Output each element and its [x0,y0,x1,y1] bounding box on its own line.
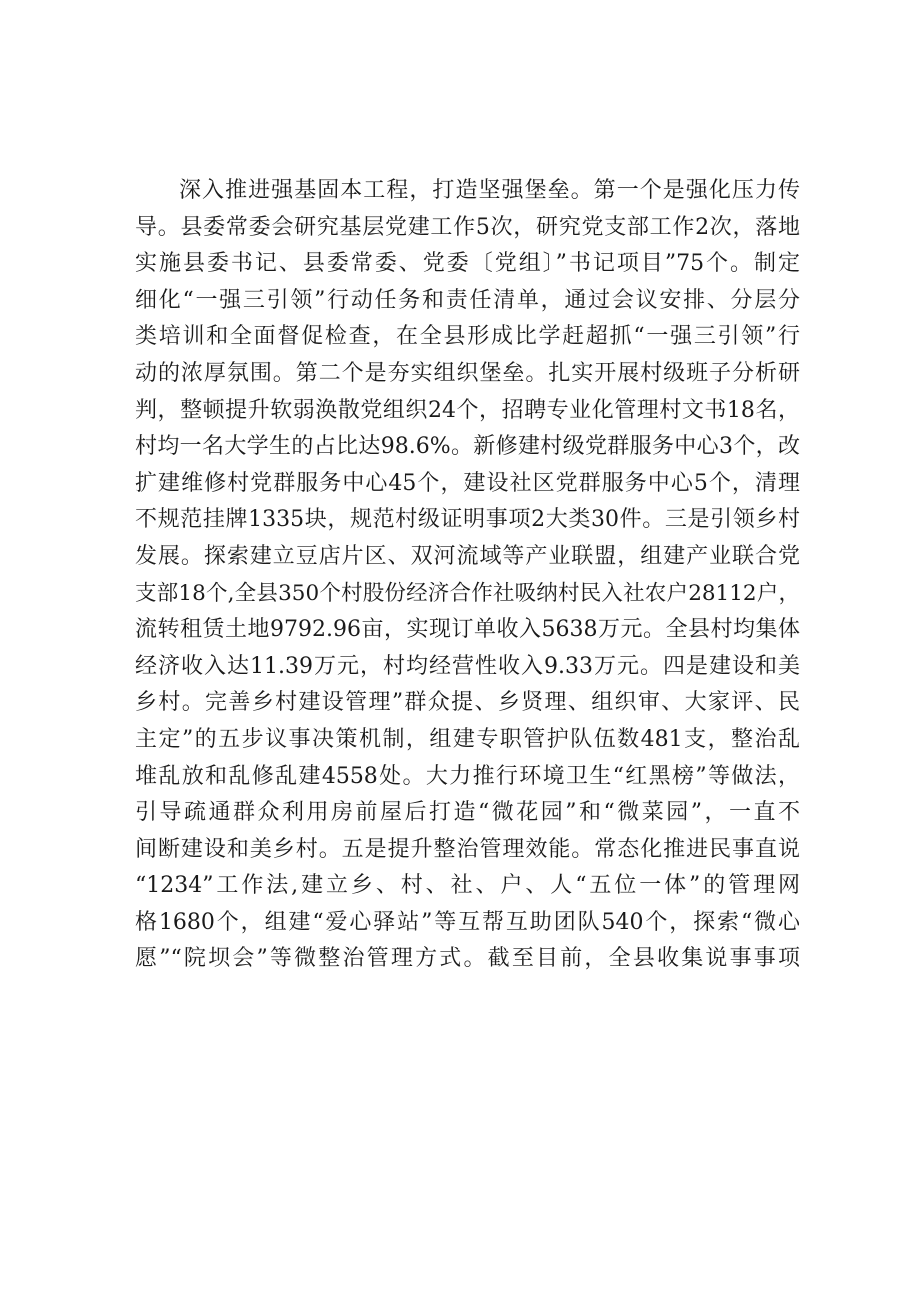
body-paragraph [135,173,800,978]
text-line: “1234”工作法,建立乡、村、社、户、人“五位一体”的管理网 [135,873,800,899]
text-line: 流转租赁土地9792.96亩，实现订单收入5638万元。全县村均集体 [135,617,800,643]
text-line: 引导疏通群众利用房前屋后打造“微花园”和“微菜园”，一直不 [135,800,800,826]
text-line: 扩建维修村党群服务中心45个，建设社区党群服务中心5个，清理 [135,470,800,496]
text-line: 村均一名大学生的占比达98.6%。新修建村级党群服务中心3个，改 [135,434,800,460]
text-line: 导。县委常委会研究基层党建工作5次，研究党支部工作2次，落地 [135,214,800,240]
text-line: 乡村。完善乡村建设管理”群众提、乡贤理、组织审、大家评、民 [135,690,800,716]
text-line: 主定”的五步议事决策机制，组建专职管护队伍数481支，整治乱 [135,726,800,752]
text-line: 间断建设和美乡村。五是提升整治管理效能。常态化推进民事直说 [135,836,800,862]
text-line: 支部18个,全县350个村股份经济合作社吸纳村民入社农户28112户， [135,580,800,606]
text-line: 细化“一强三引领”行动任务和责任清单，通过会议安排、分层分 [135,287,800,313]
text-line: 判，整顿提升软弱涣散党组织24个，招聘专业化管理村文书18名， [135,397,800,423]
text-line: 发展。探索建立豆店片区、双河流域等产业联盟，组建产业联合党 [135,543,800,569]
text-line: 经济收入达11.39万元，村均经营性收入9.33万元。四是建设和美 [135,653,800,679]
text-line: 深入推进强基固本工程，打造坚强堡垒。第一个是强化压力传 [179,178,800,203]
text-line: 动的浓厚氛围。第二个是夯实组织堡垒。扎实开展村级班子分析研 [135,360,800,386]
text-line: 不规范挂牌1335块，规范村级证明事项2大类30件。三是引领乡村 [135,507,800,533]
text-line: 堆乱放和乱修乱建4558处。大力推行环境卫生“红黑榜”等做法， [135,763,800,789]
text-line: 实施县委书记、县委常委、党委〔党组〕”书记项目”75个。制定 [135,251,800,277]
text-line: 愿”“院坝会”等微整治管理方式。截至目前，全县收集说事事项 [135,946,800,972]
text-line: 格1680个，组建“爱心驿站”等互帮互助团队540个，探索“微心 [135,909,800,935]
text-line: 类培训和全面督促检查，在全县形成比学赶超抓“一强三引领”行 [135,324,800,350]
